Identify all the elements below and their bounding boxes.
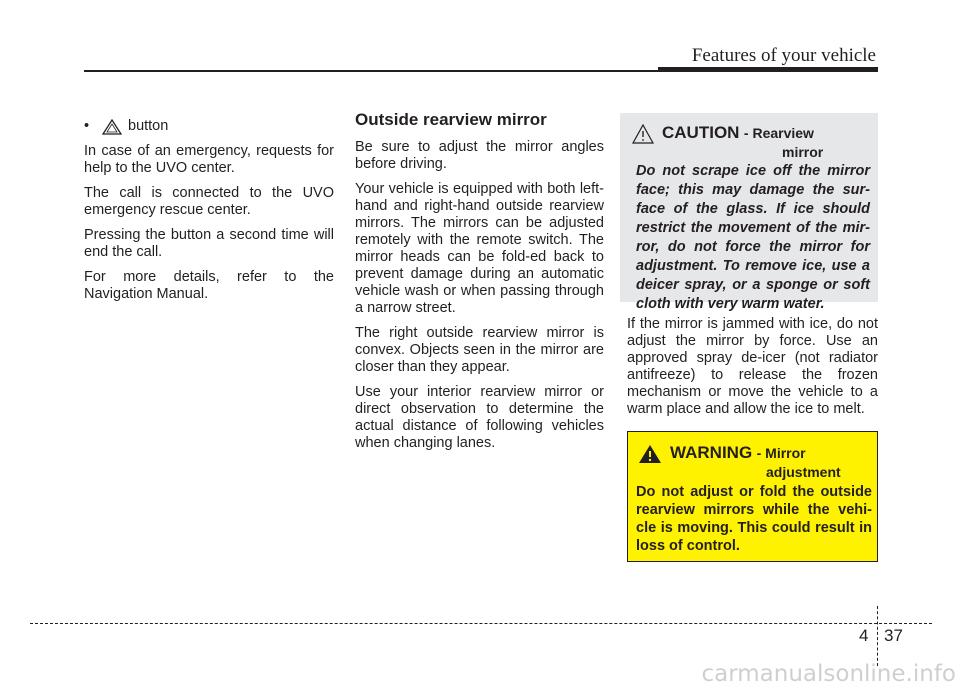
paragraph: For more details, refer to the Navigation Manual.: [84, 269, 334, 302]
page-number: 37: [884, 626, 903, 645]
paragraph: The right outside rearview mirror is convex. Objects seen in the mirror are closer than they appear.: [355, 325, 604, 375]
caution-box: [620, 113, 878, 312]
column-outside-mirror: [355, 110, 604, 460]
warning-box: [627, 431, 878, 562]
caution-heading: [632, 123, 823, 161]
header-rule-accent: [658, 67, 878, 72]
bullet-label: button: [128, 118, 169, 134]
caution-label: CAUTION: [662, 123, 740, 142]
bullet-item: [84, 118, 334, 135]
chapter-number: 4: [859, 626, 869, 645]
paragraph: Use your interior rearview mirror or direct observation to determine the actual distance of following vehicles when changing lanes.: [355, 384, 604, 451]
paragraph: Your vehicle is equipped with both left-hand and right-hand outside rearview mirrors. The mirrors can be adjusted remotely with the remote switch. The mirror heads can be fold-ed back to prevent damage during an automatic vehicle wash or when passing through a narrow street.: [355, 181, 604, 316]
paragraph: If the mirror is jammed with ice, do not adjust the mirror by force. Use an approved spray de-icer (not radiator antifreeze) to release the frozen mechanism or move the vehicle to a warm place and allow the ice to melt.: [627, 316, 878, 417]
warning-triangle-icon: [638, 444, 662, 464]
column-ice: [627, 316, 878, 426]
caution-subtitle: - Rearview: [743, 125, 814, 141]
page-header-title: Features of your vehicle: [691, 45, 876, 66]
caution-subtitle-cont: mirror: [782, 144, 824, 160]
bullet-dot: •: [84, 118, 90, 134]
caution-body: Do not scrape ice off the mirror face; this may damage the sur-face of the glass. If ice should restrict the movement of the mir-ror, do not force the mirror for adjustment. To remove ice, use a deicer spray, or a sponge or soft cloth with very warm water.: [636, 163, 870, 312]
footer-divider: [877, 606, 878, 666]
footer-rule: [30, 623, 932, 624]
emergency-triangle-icon: [102, 119, 122, 135]
column-emergency-button: [84, 118, 334, 311]
warning-label: WARNING: [670, 443, 753, 462]
watermark-text: carmanualsonline.info: [701, 661, 956, 687]
warning-heading: [638, 443, 841, 481]
paragraph: Be sure to adjust the mirror angles before driving.: [355, 139, 604, 172]
warning-body: Do not adjust or fold the outside rearview mirrors while the vehi-cle is moving. This could result in loss of control.: [636, 484, 872, 554]
caution-triangle-icon: [632, 124, 654, 144]
section-heading: Outside rearview mirror: [355, 110, 547, 129]
paragraph: Pressing the button a second time will end the call.: [84, 227, 334, 260]
paragraph: The call is connected to the UVO emergency rescue center.: [84, 185, 334, 218]
warning-subtitle-cont: adjustment: [766, 464, 841, 480]
warning-subtitle: - Mirror: [756, 445, 806, 461]
paragraph: In case of an emergency, requests for help to the UVO center.: [84, 143, 334, 176]
